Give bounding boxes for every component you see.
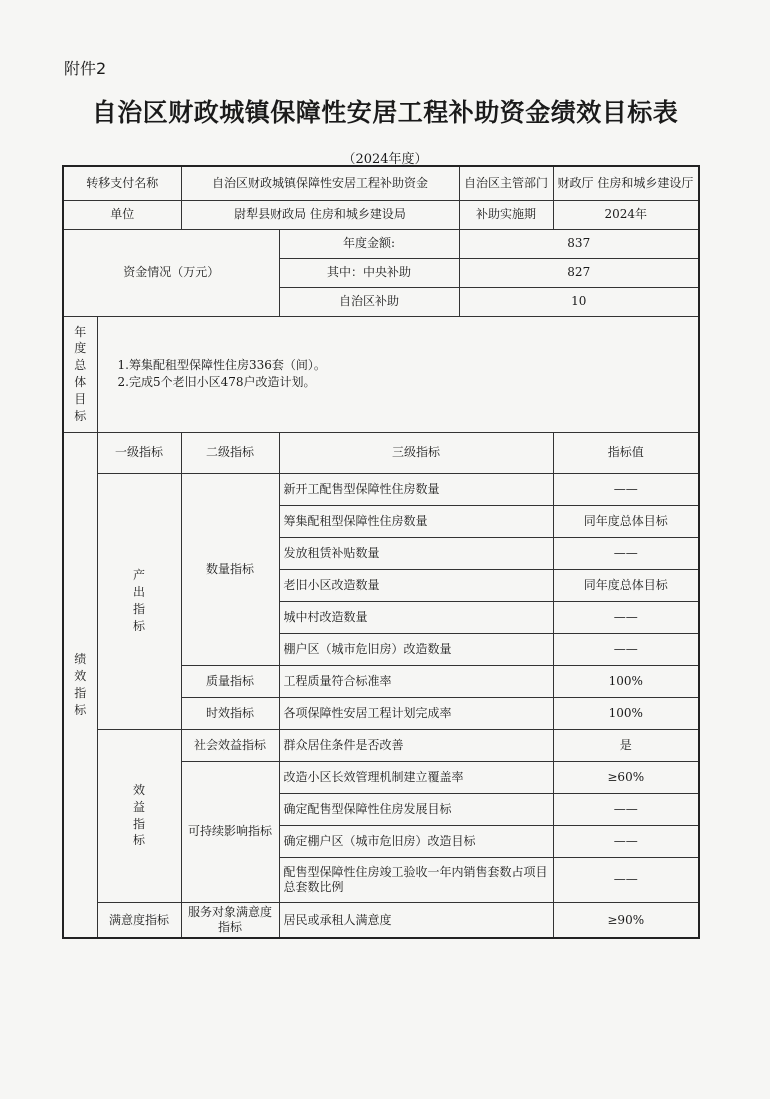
indicator-name: 筹集配租型保障性住房数量 — [279, 505, 553, 537]
goals-label — [63, 316, 97, 432]
indicator-name: 各项保障性安居工程计划完成率 — [279, 697, 553, 729]
indicator-value: —— — [553, 793, 699, 825]
perf-label — [63, 432, 97, 938]
indicator-value: —— — [553, 857, 699, 902]
indicator-name: 城中村改造数量 — [279, 601, 553, 633]
transfer-label: 转移支付名称 — [63, 166, 181, 200]
dept-value: 财政厅 住房和城乡建设厅 — [553, 166, 699, 200]
indicator-value: 100% — [553, 665, 699, 697]
dept-label: 自治区主管部门 — [459, 166, 553, 200]
indicator-value: ≥60% — [553, 761, 699, 793]
indicator-value: —— — [553, 537, 699, 569]
benefit-label-text: 效 益 指 标 — [132, 782, 145, 848]
annual-value: 837 — [459, 229, 699, 258]
header-l2: 二级指标 — [181, 432, 279, 473]
output-label-text: 产 出 指 标 — [132, 568, 145, 633]
indicator-name: 确定棚户区（城市危旧房）改造目标 — [279, 825, 553, 857]
central-label: 其中：中央补助 — [279, 258, 459, 287]
attachment-label: 附件2 — [64, 59, 107, 78]
output-label — [97, 473, 181, 729]
table-row — [63, 729, 699, 761]
time-label: 时效指标 — [181, 697, 279, 729]
transfer-value: 自治区财政城镇保障性安居工程补助资金 — [181, 166, 459, 200]
benefit-label — [97, 729, 181, 902]
indicator-name: 确定配售型保障性住房发展目标 — [279, 793, 553, 825]
indicator-value: —— — [553, 601, 699, 633]
regional-label: 自治区补助 — [279, 287, 459, 316]
satisfaction-label: 满意度指标 — [97, 902, 181, 938]
page-title: 自治区财政城镇保障性安居工程补助资金绩效目标表 — [91, 98, 679, 127]
indicator-name: 改造小区长效管理机制建立覆盖率 — [279, 761, 553, 793]
info-row-unit — [63, 200, 699, 229]
annual-label: 年度金额: — [279, 229, 459, 258]
header-value: 指标值 — [553, 432, 699, 473]
period-value: 2024年 — [553, 200, 699, 229]
header-l3: 三级指标 — [279, 432, 553, 473]
indicator-value: ≥90% — [553, 902, 699, 938]
indicator-value: —— — [553, 473, 699, 505]
info-row-transfer — [63, 166, 699, 200]
indicator-value: 同年度总体目标 — [553, 569, 699, 601]
unit-label: 单位 — [63, 200, 181, 229]
funds-label: 资金情况（万元） — [63, 229, 279, 316]
indicator-value: —— — [553, 633, 699, 665]
unit-value: 尉犁县财政局 住房和城乡建设局 — [181, 200, 459, 229]
indicator-name: 群众居住条件是否改善 — [279, 729, 553, 761]
goal-item: 2.完成5个老旧小区478户改造计划。 — [117, 375, 316, 389]
indicator-name: 新开工配售型保障性住房数量 — [279, 473, 553, 505]
quantity-label: 数量指标 — [181, 473, 279, 665]
goal-item: 1.筹集配租型保障性住房336套（间）。 — [117, 357, 326, 372]
goals-row — [63, 316, 699, 432]
service-label: 服务对象满意度指标 — [181, 902, 279, 938]
indicator-name: 居民或承租人满意度 — [279, 902, 553, 938]
performance-table — [62, 165, 700, 939]
period-label: 补助实施期 — [459, 200, 553, 229]
central-value: 827 — [459, 258, 699, 287]
indicator-value: 100% — [553, 697, 699, 729]
table-row — [63, 473, 699, 505]
perf-header-row — [63, 432, 699, 473]
indicator-value: 同年度总体目标 — [553, 505, 699, 537]
goals-content — [97, 316, 699, 432]
table-row — [63, 902, 699, 938]
goals-label-text: 年 度 总 体 目 标 — [74, 324, 87, 423]
year-label: （2024年度） — [342, 152, 428, 167]
header-l1: 一级指标 — [97, 432, 181, 473]
indicator-name: 老旧小区改造数量 — [279, 569, 553, 601]
regional-value: 10 — [459, 287, 699, 316]
indicator-name: 发放租赁补贴数量 — [279, 537, 553, 569]
perf-label-text: 绩 效 指 标 — [74, 652, 87, 717]
social-label: 社会效益指标 — [181, 729, 279, 761]
quality-label: 质量指标 — [181, 665, 279, 697]
sustain-label: 可持续影响指标 — [181, 761, 279, 902]
indicator-name: 棚户区（城市危旧房）改造数量 — [279, 633, 553, 665]
funds-row-annual — [63, 229, 699, 258]
indicator-value: 是 — [553, 729, 699, 761]
indicator-value: —— — [553, 825, 699, 857]
indicator-name: 工程质量符合标准率 — [279, 665, 553, 697]
indicator-name: 配售型保障性住房竣工验收一年内销售套数占项目总套数比例 — [279, 857, 553, 902]
